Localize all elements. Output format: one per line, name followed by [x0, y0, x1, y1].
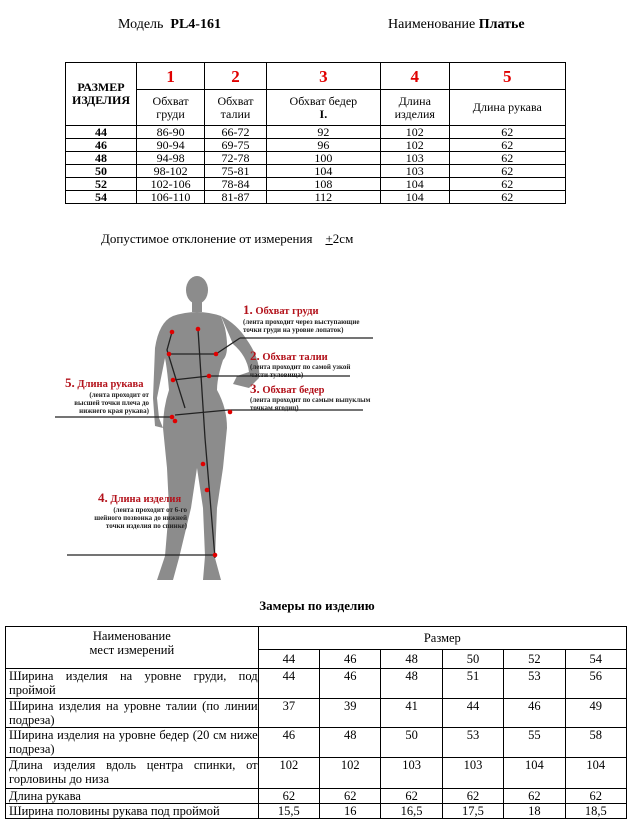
size-cell: 50	[66, 165, 137, 178]
measurement-value: 56	[565, 669, 626, 699]
measurement-value: 41	[381, 699, 442, 728]
measurement-value: 18	[504, 804, 565, 819]
measurement-label: Длина рукава	[6, 789, 259, 804]
value-cell: 103	[380, 152, 449, 165]
value-cell: 81-87	[205, 191, 267, 204]
measurement-value: 62	[504, 789, 565, 804]
value-cell: 104	[380, 191, 449, 204]
value-cell: 98-102	[137, 165, 205, 178]
measurement-value: 16	[320, 804, 381, 819]
size-cell: 46	[66, 139, 137, 152]
measurement-row	[6, 728, 627, 758]
label-length-title: 4. Длина изделия	[98, 490, 182, 505]
column-label: Длина изделия	[380, 90, 449, 126]
label-hips-desc: (лента проходит по самым выпуклым точкам ягодиц)	[250, 396, 371, 412]
measurement-value: 62	[320, 789, 381, 804]
size-row	[66, 191, 566, 204]
value-cell: 62	[449, 139, 565, 152]
value-cell: 92	[266, 126, 380, 139]
label-chest-desc: (лента проходит через выступающие точки груди на уровне лопаток)	[243, 318, 360, 334]
measurement-value: 16,5	[381, 804, 442, 819]
label-sleeve-desc: (лента проходит от высшей точки плеча до нижнего края рукава)	[74, 391, 149, 415]
label-waist-desc: (лента проходит по самой узкой части туловища)	[250, 363, 351, 379]
measurement-row	[6, 789, 627, 804]
measurement-value: 46	[504, 699, 565, 728]
size-row	[66, 165, 566, 178]
value-cell: 96	[266, 139, 380, 152]
label-sleeve-title: 5. Длина рукава	[65, 375, 144, 390]
size-column-header: 46	[320, 650, 381, 669]
measurement-value: 104	[565, 758, 626, 789]
measurement-value: 102	[258, 758, 319, 789]
value-cell: 108	[266, 178, 380, 191]
value-cell: 62	[449, 165, 565, 178]
value-cell: 62	[449, 126, 565, 139]
value-cell: 62	[449, 152, 565, 165]
measurement-label: Длина изделия вдоль центра спинки, от горловины до низа	[6, 758, 259, 789]
name-header: Наименование мест измерений	[6, 627, 259, 669]
size-header: Размер	[258, 627, 626, 650]
size-cell: 54	[66, 191, 137, 204]
value-cell: 104	[380, 178, 449, 191]
value-cell: 102	[380, 139, 449, 152]
measurement-value: 102	[320, 758, 381, 789]
measurement-value: 37	[258, 699, 319, 728]
value-cell: 106-110	[137, 191, 205, 204]
measurement-label: Ширина изделия на уровне талии (по линии подреза)	[6, 699, 259, 728]
size-chart-table	[65, 62, 566, 204]
value-cell: 102-106	[137, 178, 205, 191]
garment-measurements-table	[5, 626, 627, 819]
column-label: Обхват талии	[205, 90, 267, 126]
measurement-row	[6, 758, 627, 789]
label-waist-title: 2. Обхват талии	[250, 348, 328, 363]
value-cell: 104	[266, 165, 380, 178]
measurement-label: Ширина половины рукава под проймой	[6, 804, 259, 819]
measurement-value: 62	[381, 789, 442, 804]
measurement-value: 62	[565, 789, 626, 804]
tolerance-note	[101, 231, 353, 247]
column-label: Обхват бедер I.	[266, 90, 380, 126]
size-row	[66, 152, 566, 165]
value-cell: 102	[380, 126, 449, 139]
body-silhouette-illustration	[55, 268, 385, 588]
measurement-value: 53	[442, 728, 503, 758]
value-cell: 100	[266, 152, 380, 165]
measurement-value: 39	[320, 699, 381, 728]
measurement-row	[6, 699, 627, 728]
value-cell: 75-81	[205, 165, 267, 178]
column-number: 2	[205, 63, 267, 90]
measurement-label: Ширина изделия на уровне бедер (20 см ниже подреза)	[6, 728, 259, 758]
value-cell: 90-94	[137, 139, 205, 152]
size-cell: 44	[66, 126, 137, 139]
column-number: 3	[266, 63, 380, 90]
size-row	[66, 139, 566, 152]
size-column-header: 54	[565, 650, 626, 669]
value-cell: 66-72	[205, 126, 267, 139]
measurement-value: 103	[442, 758, 503, 789]
value-cell: 112	[266, 191, 380, 204]
measurement-value: 15,5	[258, 804, 319, 819]
column-label: Обхват груди	[137, 90, 205, 126]
size-column-header: 50	[442, 650, 503, 669]
measurement-value: 55	[504, 728, 565, 758]
value-cell: 78-84	[205, 178, 267, 191]
measurement-value: 49	[565, 699, 626, 728]
size-header: РАЗМЕР ИЗДЕЛИЯ	[66, 63, 137, 126]
model-line	[118, 17, 221, 33]
value-cell: 86-90	[137, 126, 205, 139]
label-chest-title: 1. Обхват груди	[243, 302, 319, 317]
size-row	[66, 178, 566, 191]
measurement-row	[6, 669, 627, 699]
size-column-header: 52	[504, 650, 565, 669]
measurement-value: 103	[381, 758, 442, 789]
product-name-label: Наименование	[388, 17, 476, 32]
value-cell: 94-98	[137, 152, 205, 165]
value-cell: 62	[449, 178, 565, 191]
measurement-value: 46	[258, 728, 319, 758]
measurement-figure	[55, 268, 385, 588]
measurement-value: 44	[258, 669, 319, 699]
tolerance-value: 2см	[332, 231, 354, 246]
plusminus-sign: +	[325, 231, 333, 246]
model-value: PL4-161	[170, 17, 221, 32]
measurement-value: 17,5	[442, 804, 503, 819]
measurement-value: 62	[258, 789, 319, 804]
value-cell: 69-75	[205, 139, 267, 152]
product-name-line	[388, 17, 525, 33]
column-number: 4	[380, 63, 449, 90]
measurement-value: 48	[320, 728, 381, 758]
product-name-value: Платье	[478, 17, 525, 32]
column-label: Длина рукава	[449, 90, 565, 126]
size-row	[66, 126, 566, 139]
measurement-value: 62	[442, 789, 503, 804]
measurements-title: Замеры по изделию	[259, 598, 375, 613]
measurement-value: 44	[442, 699, 503, 728]
model-label: Модель	[118, 17, 164, 32]
measurement-value: 51	[442, 669, 503, 699]
value-cell: 62	[449, 191, 565, 204]
column-number: 1	[137, 63, 205, 90]
column-number: 5	[449, 63, 565, 90]
measurement-label: Ширина изделия на уровне груди, под проймой	[6, 669, 259, 699]
size-column-header: 44	[258, 650, 319, 669]
size-cell: 52	[66, 178, 137, 191]
label-hips-title: 3. Обхват бедер	[250, 381, 325, 396]
measurement-value: 104	[504, 758, 565, 789]
size-column-header: 48	[381, 650, 442, 669]
value-cell: 72-78	[205, 152, 267, 165]
size-cell: 48	[66, 152, 137, 165]
measurement-value: 18,5	[565, 804, 626, 819]
measurement-value: 58	[565, 728, 626, 758]
tolerance-label: Допустимое отклонение от измерения	[101, 231, 313, 246]
measurement-value: 50	[381, 728, 442, 758]
measurement-value: 48	[381, 669, 442, 699]
value-cell: 103	[380, 165, 449, 178]
measurement-value: 46	[320, 669, 381, 699]
measurement-row	[6, 804, 627, 819]
label-length-desc: (лента проходит от 6-го шейного позвонка до нижней точки изделия по спинке)	[94, 506, 187, 530]
measurement-value: 53	[504, 669, 565, 699]
